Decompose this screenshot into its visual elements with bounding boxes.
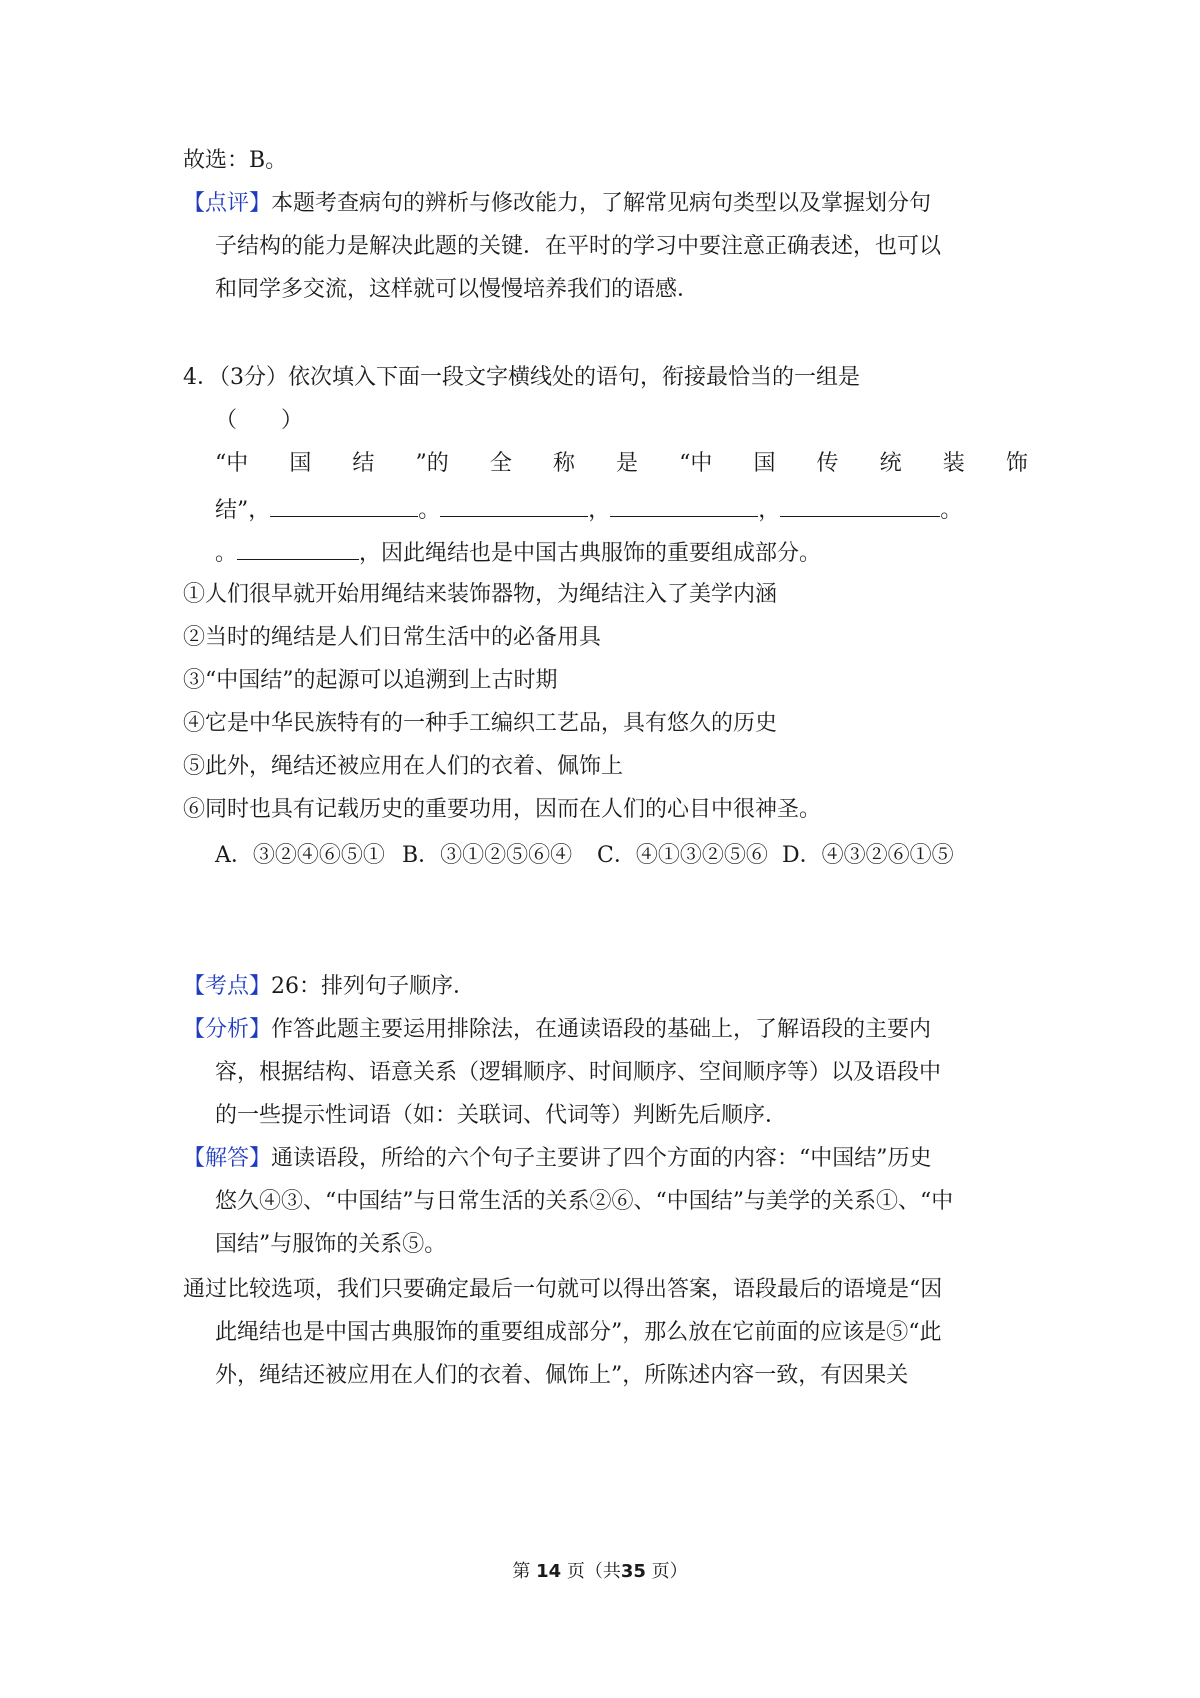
passage-char: 统 [879, 451, 902, 476]
question-paren: （ ） [215, 408, 304, 433]
blank-sep: ， [758, 498, 781, 523]
jieda-line-1 [183, 1142, 1028, 1176]
comment-text-1: 本题考查病句的辨析与修改能力，了解常见病句类型以及掌握划分句 [271, 191, 932, 216]
sentence-4: ④它是中华民族特有的一种手工编织工艺品，具有悠久的历史 [183, 711, 778, 736]
page-footer [0, 1559, 1200, 1585]
option-b: B．③①②⑤⑥④ [402, 843, 573, 868]
jieda-line-3: 国结”与服饰的关系⑤。 [215, 1232, 447, 1257]
sentence-5: ⑤此外，绳结还被应用在人们的衣着、佩饰上 [183, 754, 624, 779]
extra-line-2: 此绳结也是中国古典服饰的重要组成部分”，那么放在它前面的应该是⑤“此 [215, 1320, 942, 1345]
fenxi-tag: 【分析】 [183, 1017, 272, 1042]
passage-char: “中 [679, 451, 713, 476]
passage-start: 结”， [215, 498, 271, 523]
comment-line-1 [183, 187, 1028, 221]
jieda-tag: 【解答】 [183, 1146, 272, 1171]
passage-line3-end: ，因此绳结也是中国古典服饰的重要组成部分。 [359, 541, 822, 566]
passage-line3-start: 。 [215, 541, 238, 566]
passage-char: 饰 [1005, 451, 1028, 476]
sentence-6: ⑥同时也具有记载历史的重要功用，因而在人们的心目中很神圣。 [183, 797, 822, 822]
passage-line-2 [215, 492, 1028, 526]
footer-prefix: 第 [512, 1561, 531, 1582]
answer-line: 故选：B。 [183, 148, 288, 173]
option-a: A．③②④⑥⑤① [215, 843, 385, 868]
blank-sep: 。 [940, 498, 963, 523]
jieda-line-2: 悠久④③、“中国结”与日常生活的关系②⑥、“中国结”与美学的关系①、“中 [215, 1189, 954, 1214]
passage-char: 是 [616, 451, 639, 476]
jieda-text-1: 通读语段，所给的六个句子主要讲了四个方面的内容：“中国结”历史 [271, 1146, 932, 1171]
footer-total-pages: 35 [620, 1561, 646, 1582]
fenxi-line-1 [183, 1013, 1028, 1047]
footer-middle: 页（共 [566, 1561, 621, 1582]
passage-char: 称 [552, 451, 575, 476]
passage-char: 传 [816, 451, 839, 476]
fill-blank-5 [237, 535, 359, 560]
extra-line-3: 外，绳结还被应用在人们的衣着、佩饰上”，所陈述内容一致，有因果关 [215, 1363, 909, 1388]
sentence-1: ①人们很早就开始用绳结来装饰器物，为绳结注入了美学内涵 [183, 582, 778, 607]
fenxi-line-2: 容，根据结构、语意关系（逻辑顺序、时间顺序、空间顺序等）以及语段中 [215, 1060, 942, 1085]
comment-line-2: 子结构的能力是解决此题的关键．在平时的学习中要注意正确表述，也可以 [215, 234, 942, 259]
passage-char: 国 [289, 451, 312, 476]
sentence-3: ③“中国结”的起源可以追溯到上古时期 [183, 668, 558, 693]
fenxi-line-3: 的一些提示性词语（如：关联词、代词等）判断先后顺序． [215, 1103, 788, 1128]
fenxi-text-1: 作答此题主要运用排除法，在通读语段的基础上，了解语段的主要内 [271, 1017, 932, 1042]
passage-char: 全 [489, 451, 512, 476]
passage-line-3 [215, 535, 1028, 569]
kaodian-text: 26：排列句子顺序． [271, 974, 476, 999]
passage-char: 结 [352, 451, 375, 476]
kaodian-tag: 【考点】 [183, 974, 272, 999]
passage-line-1 [215, 447, 1028, 481]
fill-blank-2 [440, 492, 588, 517]
option-d: D．④③②⑥①⑤ [782, 843, 954, 868]
footer-suffix: 页） [651, 1561, 688, 1582]
comment-tag: 【点评】 [183, 191, 272, 216]
fill-blank-3 [610, 492, 758, 517]
passage-char: ”的 [415, 451, 449, 476]
passage-char: 国 [753, 451, 776, 476]
extra-line-1: 通过比较选项，我们只要确定最后一句就可以得出答案，语段最后的语境是“因 [183, 1277, 943, 1302]
sentence-2: ②当时的绳结是人们日常生活中的必备用具 [183, 625, 602, 650]
footer-page-number: 14 [536, 1561, 562, 1582]
options-row [215, 839, 1028, 873]
option-c: C．④①③②⑤⑥ [597, 843, 768, 868]
fill-blank-4 [780, 492, 940, 517]
comment-line-3: 和同学多交流，这样就可以慢慢培养我们的语感． [215, 277, 700, 302]
passage-char: 装 [942, 451, 965, 476]
question-stem: 4．（3分）依次填入下面一段文字横线处的语句，衔接最恰当的一组是 [183, 365, 860, 390]
blank-sep: 。 [418, 498, 441, 523]
fill-blank-1 [270, 492, 418, 517]
blank-sep: ， [588, 498, 611, 523]
passage-char: “中 [215, 451, 249, 476]
kaodian-line [183, 970, 1028, 1004]
